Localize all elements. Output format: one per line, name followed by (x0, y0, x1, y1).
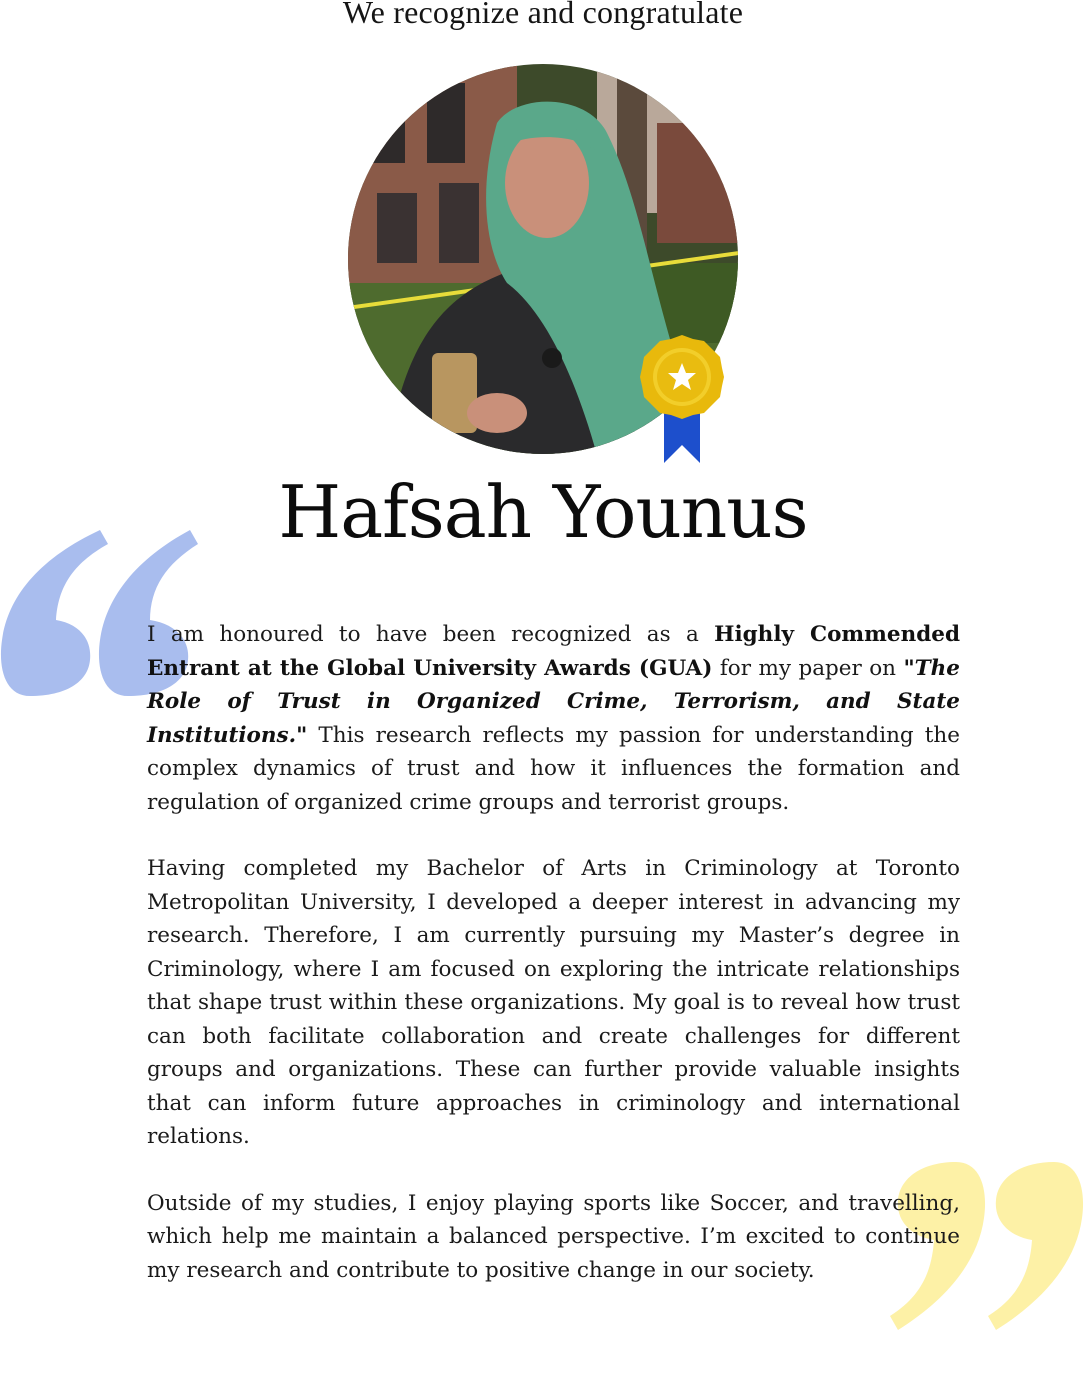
p1-text-c: This research reflects my passion for understanding the complex dynamics of trust and how it influences the formation and regulation of organized crime groups and terrorist groups. (147, 722, 960, 815)
p1-award-name: Highly Commended Entrant at the Global University Awards (GUA) (147, 622, 960, 681)
p1-paper-title: "The Role of Trust in Organized Crime, Terrorism, and State Institutions." (147, 655, 960, 748)
p1-text-a: I am honoured to have been recognized as a (147, 622, 715, 647)
statement-paragraph-1 (147, 618, 960, 819)
p1-text-b: for my paper on (712, 655, 904, 681)
statement-body (147, 618, 960, 1320)
statement-paragraph-2: Having completed my Bachelor of Arts in Criminology at Toronto Metropolitan University, I developed a deeper interest in advancing my research. Therefore, I am currently pursuing my Master’s degree in Criminology, where I am focused on exploring the intricate relationships that shape trust within these organizations. My goal is to reveal how trust can both facilitate collaboration and create challenges for different groups and organizations. These can further provide valuable insights that can inform future approaches in criminology and international relations. (147, 856, 960, 1149)
recipient-name: Hafsah Younus (278, 470, 808, 554)
statement-paragraph-3: Outside of my studies, I enjoy playing sports like Soccer, and travelling, which help me maintain a balanced perspective. I’m excited to continue my research and contribute to positive change in our society. (147, 1190, 960, 1283)
award-ribbon-icon (637, 333, 727, 467)
intro-text: We recognize and congratulate (342, 0, 744, 30)
